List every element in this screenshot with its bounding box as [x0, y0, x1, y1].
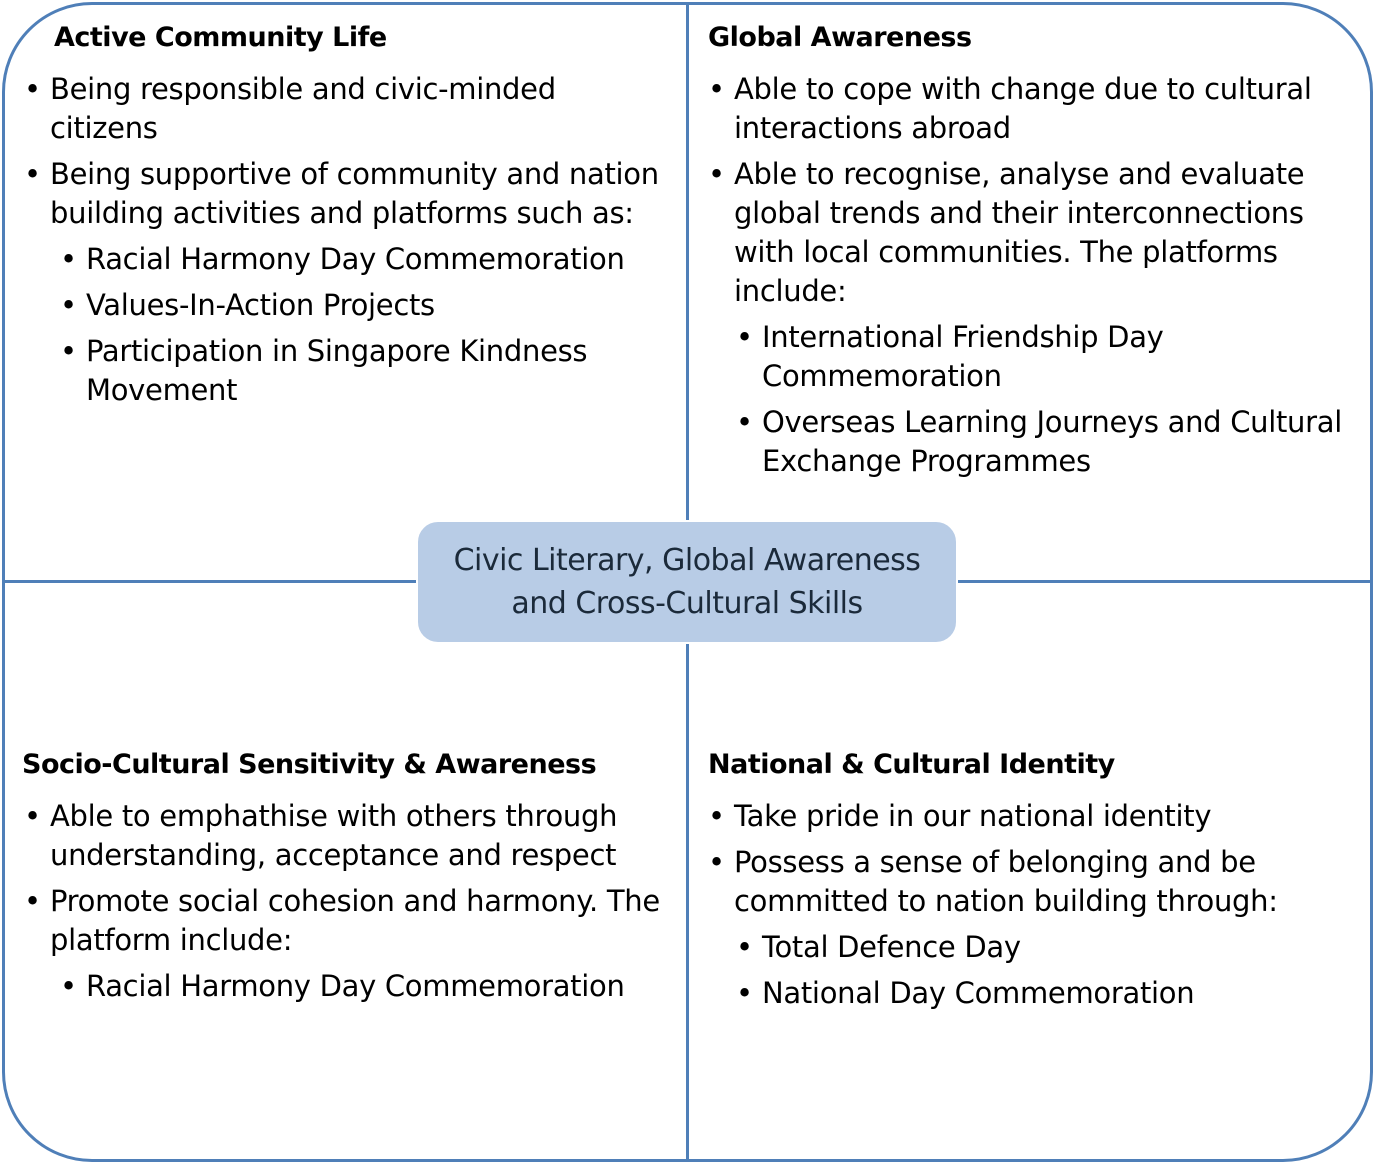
list-item: • Being supportive of community and nation building activities and platforms such as: [50, 155, 670, 233]
quadrant-title: National & Cultural Identity [708, 749, 1115, 780]
quadrant-global-awareness [708, 20, 1364, 481]
quadrant-title: Global Awareness [708, 22, 972, 53]
quadrant-active-community-life [50, 20, 670, 410]
center-concept-label [454, 539, 921, 625]
quadrant-national-cultural-identity [708, 747, 1354, 1013]
center-label-line-1: Civic Literary, Global Awareness [453, 543, 921, 578]
bullet-list [734, 70, 1364, 481]
list-item: • Able to recognise, analyse and evaluate global trends and their interconnections with local communities. The platforms include: [734, 155, 1364, 311]
list-item: • Take pride in our national identity [734, 797, 1354, 836]
bullet-list [50, 70, 670, 410]
list-item: • Participation in Singapore Kindness Movement [86, 332, 670, 410]
list-item: • Total Defence Day [762, 928, 1354, 967]
bullet-list [50, 797, 670, 1006]
list-item: • Able to emphathise with others through understanding, acceptance and respect [50, 797, 670, 875]
list-item: • Possess a sense of belonging and be committed to nation building through: [734, 843, 1354, 921]
list-item: • International Friendship Day Commemoration [762, 318, 1364, 396]
list-item: • Racial Harmony Day Commemoration [86, 240, 670, 279]
quadrant-socio-cultural-sensitivity [22, 747, 670, 1006]
list-item: • National Day Commemoration [762, 974, 1354, 1013]
horizontal-divider-left [4, 580, 416, 583]
list-item: • Overseas Learning Journeys and Cultural Exchange Programmes [762, 403, 1364, 481]
list-item: • Racial Harmony Day Commemoration [86, 967, 670, 1006]
list-item: • Able to cope with change due to cultural interactions abroad [734, 70, 1364, 148]
list-item: • Values-In-Action Projects [86, 286, 670, 325]
bullet-list [734, 797, 1354, 1013]
list-item: • Promote social cohesion and harmony. The platform include: [50, 882, 670, 960]
list-item: • Being responsible and civic-minded citizens [50, 70, 670, 148]
center-concept-box [416, 520, 958, 644]
quadrant-title: Active Community Life [54, 22, 387, 53]
center-label-line-2: and Cross-Cultural Skills [511, 586, 863, 621]
horizontal-divider-right [958, 580, 1371, 583]
quadrant-title: Socio-Cultural Sensitivity & Awareness [22, 749, 597, 780]
